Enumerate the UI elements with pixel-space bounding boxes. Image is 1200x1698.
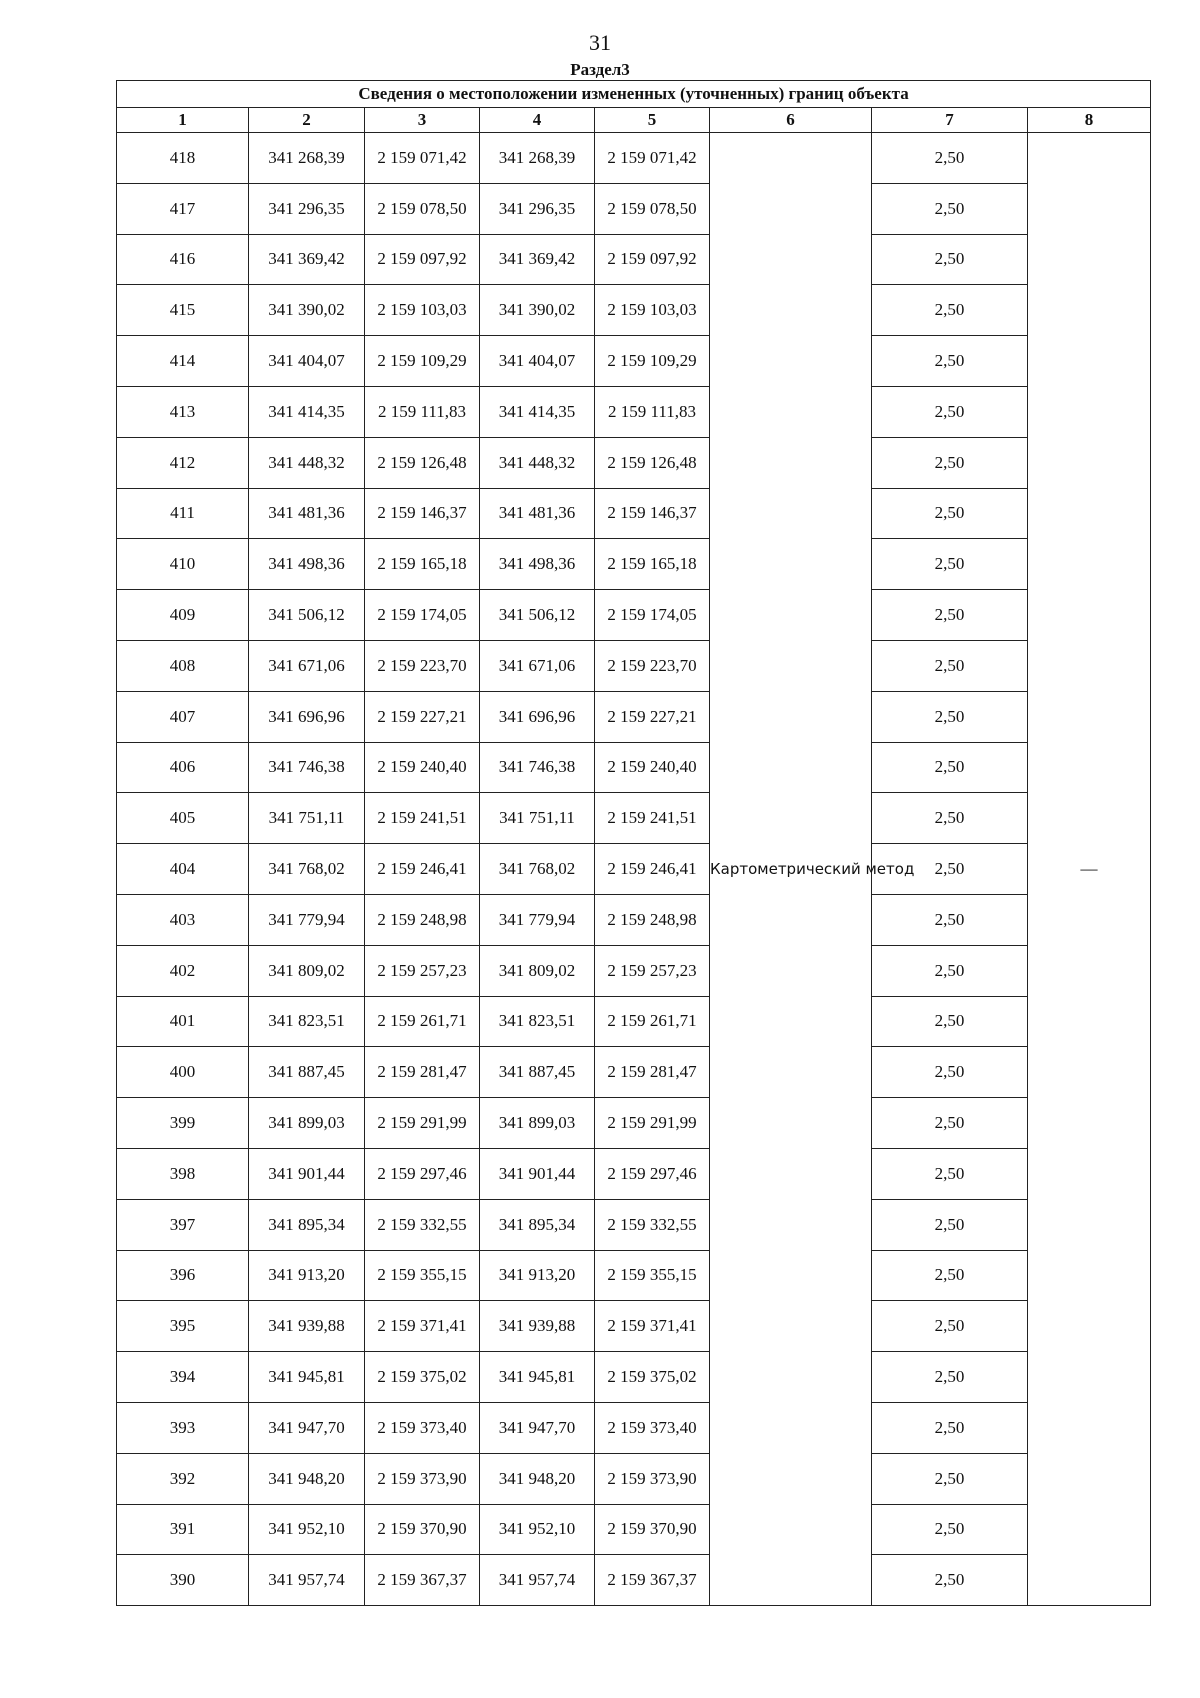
point-number-cell: 403: [117, 894, 249, 945]
point-number-cell: 390: [117, 1555, 249, 1606]
table-row: [117, 793, 1151, 844]
y-old-cell: 2 159 097,92: [365, 234, 480, 285]
point-number-cell: 404: [117, 844, 249, 895]
x-old-cell: 341 506,12: [249, 590, 365, 641]
x-new-cell: 341 939,88: [480, 1301, 595, 1352]
accuracy-cell: 2,50: [872, 1199, 1028, 1250]
accuracy-cell: 2,50: [872, 945, 1028, 996]
x-old-cell: 341 952,10: [249, 1504, 365, 1555]
y-new-cell: 2 159 375,02: [595, 1352, 710, 1403]
x-new-cell: 341 809,02: [480, 945, 595, 996]
x-new-cell: 341 895,34: [480, 1199, 595, 1250]
x-old-cell: 341 895,34: [249, 1199, 365, 1250]
page-number: 31: [589, 30, 611, 55]
y-new-cell: 2 159 246,41: [595, 844, 710, 895]
point-number-cell: 396: [117, 1250, 249, 1301]
x-old-cell: 341 939,88: [249, 1301, 365, 1352]
y-new-cell: 2 159 373,40: [595, 1402, 710, 1453]
x-new-cell: 341 952,10: [480, 1504, 595, 1555]
x-new-cell: 341 671,06: [480, 640, 595, 691]
point-number-cell: 416: [117, 234, 249, 285]
y-old-cell: 2 159 111,83: [365, 386, 480, 437]
point-number-cell: 417: [117, 183, 249, 234]
point-number-cell: 392: [117, 1453, 249, 1504]
y-old-cell: 2 159 240,40: [365, 742, 480, 793]
table-row: [117, 285, 1151, 336]
table-row: [117, 640, 1151, 691]
x-old-cell: 341 696,96: [249, 691, 365, 742]
column-number-3: 3: [365, 108, 480, 133]
y-new-cell: 2 159 261,71: [595, 996, 710, 1047]
y-new-cell: 2 159 257,23: [595, 945, 710, 996]
x-old-cell: 341 268,39: [249, 133, 365, 184]
table-row: [117, 1047, 1151, 1098]
x-new-cell: 341 768,02: [480, 844, 595, 895]
column-number-5: 5: [595, 108, 710, 133]
column-number-1: 1: [117, 108, 249, 133]
point-number-cell: 413: [117, 386, 249, 437]
point-number-cell: 407: [117, 691, 249, 742]
column-number-4: 4: [480, 108, 595, 133]
y-old-cell: 2 159 373,40: [365, 1402, 480, 1453]
x-new-cell: 341 948,20: [480, 1453, 595, 1504]
table-row: [117, 945, 1151, 996]
x-new-cell: 341 268,39: [480, 133, 595, 184]
table-row: [117, 691, 1151, 742]
column-number-6: 6: [710, 108, 872, 133]
x-old-cell: 341 746,38: [249, 742, 365, 793]
y-old-cell: 2 159 227,21: [365, 691, 480, 742]
y-old-cell: 2 159 332,55: [365, 1199, 480, 1250]
y-new-cell: 2 159 109,29: [595, 336, 710, 387]
point-number-cell: 397: [117, 1199, 249, 1250]
y-new-cell: 2 159 103,03: [595, 285, 710, 336]
y-old-cell: 2 159 297,46: [365, 1148, 480, 1199]
point-number-cell: 406: [117, 742, 249, 793]
x-new-cell: 341 481,36: [480, 488, 595, 539]
accuracy-cell: 2,50: [872, 1148, 1028, 1199]
y-new-cell: 2 159 165,18: [595, 539, 710, 590]
point-number-cell: 398: [117, 1148, 249, 1199]
x-new-cell: 341 947,70: [480, 1402, 595, 1453]
x-new-cell: 341 448,32: [480, 437, 595, 488]
y-old-cell: 2 159 078,50: [365, 183, 480, 234]
point-number-cell: 393: [117, 1402, 249, 1453]
y-old-cell: 2 159 257,23: [365, 945, 480, 996]
point-number-cell: 408: [117, 640, 249, 691]
accuracy-cell: 2,50: [872, 488, 1028, 539]
x-old-cell: 341 768,02: [249, 844, 365, 895]
x-old-cell: 341 901,44: [249, 1148, 365, 1199]
y-new-cell: 2 159 371,41: [595, 1301, 710, 1352]
x-old-cell: 341 947,70: [249, 1402, 365, 1453]
x-old-cell: 341 779,94: [249, 894, 365, 945]
point-number-cell: 405: [117, 793, 249, 844]
accuracy-cell: 2,50: [872, 1098, 1028, 1149]
x-new-cell: 341 899,03: [480, 1098, 595, 1149]
x-new-cell: 341 696,96: [480, 691, 595, 742]
y-new-cell: 2 159 281,47: [595, 1047, 710, 1098]
x-old-cell: 341 369,42: [249, 234, 365, 285]
y-old-cell: 2 159 174,05: [365, 590, 480, 641]
point-number-cell: 402: [117, 945, 249, 996]
accuracy-cell: 2,50: [872, 590, 1028, 641]
y-old-cell: 2 159 375,02: [365, 1352, 480, 1403]
point-number-cell: 395: [117, 1301, 249, 1352]
y-old-cell: 2 159 373,90: [365, 1453, 480, 1504]
accuracy-cell: 2,50: [872, 386, 1028, 437]
y-new-cell: 2 159 227,21: [595, 691, 710, 742]
point-number-cell: 409: [117, 590, 249, 641]
y-new-cell: 2 159 146,37: [595, 488, 710, 539]
column-number-7: 7: [872, 108, 1028, 133]
point-number-cell: 410: [117, 539, 249, 590]
accuracy-cell: 2,50: [872, 844, 1028, 895]
y-old-cell: 2 159 355,15: [365, 1250, 480, 1301]
y-new-cell: 2 159 291,99: [595, 1098, 710, 1149]
x-old-cell: 341 498,36: [249, 539, 365, 590]
x-new-cell: 341 498,36: [480, 539, 595, 590]
table-row: [117, 437, 1151, 488]
accuracy-cell: 2,50: [872, 539, 1028, 590]
table-row: [117, 1250, 1151, 1301]
y-new-cell: 2 159 297,46: [595, 1148, 710, 1199]
accuracy-cell: 2,50: [872, 1047, 1028, 1098]
x-new-cell: 341 404,07: [480, 336, 595, 387]
point-number-cell: 418: [117, 133, 249, 184]
y-new-cell: 2 159 240,40: [595, 742, 710, 793]
table-row: [117, 1402, 1151, 1453]
table-row: [117, 1555, 1151, 1606]
accuracy-cell: 2,50: [872, 1504, 1028, 1555]
y-old-cell: 2 159 165,18: [365, 539, 480, 590]
x-old-cell: 341 448,32: [249, 437, 365, 488]
x-old-cell: 341 481,36: [249, 488, 365, 539]
point-number-cell: 394: [117, 1352, 249, 1403]
y-new-cell: 2 159 097,92: [595, 234, 710, 285]
x-old-cell: 341 809,02: [249, 945, 365, 996]
y-old-cell: 2 159 367,37: [365, 1555, 480, 1606]
y-old-cell: 2 159 126,48: [365, 437, 480, 488]
table-row: [117, 133, 1151, 184]
accuracy-cell: 2,50: [872, 133, 1028, 184]
accuracy-cell: 2,50: [872, 1250, 1028, 1301]
table-row: [117, 234, 1151, 285]
method-cell: Картометрический метод: [710, 133, 872, 1606]
y-old-cell: 2 159 241,51: [365, 793, 480, 844]
x-old-cell: 341 945,81: [249, 1352, 365, 1403]
accuracy-cell: 2,50: [872, 640, 1028, 691]
x-old-cell: 341 390,02: [249, 285, 365, 336]
table-row: [117, 996, 1151, 1047]
table-row: [117, 1453, 1151, 1504]
y-old-cell: 2 159 370,90: [365, 1504, 480, 1555]
x-old-cell: 341 957,74: [249, 1555, 365, 1606]
x-old-cell: 341 887,45: [249, 1047, 365, 1098]
y-old-cell: 2 159 291,99: [365, 1098, 480, 1149]
accuracy-cell: 2,50: [872, 336, 1028, 387]
x-old-cell: 341 913,20: [249, 1250, 365, 1301]
accuracy-cell: 2,50: [872, 996, 1028, 1047]
accuracy-cell: 2,50: [872, 1301, 1028, 1352]
accuracy-cell: 2,50: [872, 793, 1028, 844]
x-old-cell: 341 823,51: [249, 996, 365, 1047]
y-new-cell: 2 159 078,50: [595, 183, 710, 234]
x-new-cell: 341 746,38: [480, 742, 595, 793]
column-number-2: 2: [249, 108, 365, 133]
y-new-cell: 2 159 174,05: [595, 590, 710, 641]
table-row: [117, 488, 1151, 539]
y-new-cell: 2 159 111,83: [595, 386, 710, 437]
table-row: [117, 1199, 1151, 1250]
y-old-cell: 2 159 146,37: [365, 488, 480, 539]
point-number-cell: 401: [117, 996, 249, 1047]
y-old-cell: 2 159 246,41: [365, 844, 480, 895]
accuracy-cell: 2,50: [872, 1453, 1028, 1504]
point-number-cell: 411: [117, 488, 249, 539]
table-row: [117, 894, 1151, 945]
section-title: Раздел3: [570, 60, 630, 79]
point-number-cell: 400: [117, 1047, 249, 1098]
table-row: [117, 336, 1151, 387]
y-old-cell: 2 159 071,42: [365, 133, 480, 184]
y-new-cell: 2 159 248,98: [595, 894, 710, 945]
table-row: [117, 742, 1151, 793]
y-new-cell: 2 159 367,37: [595, 1555, 710, 1606]
x-new-cell: 341 751,11: [480, 793, 595, 844]
accuracy-cell: 2,50: [872, 1352, 1028, 1403]
x-new-cell: 341 390,02: [480, 285, 595, 336]
table-row: [117, 590, 1151, 641]
accuracy-cell: 2,50: [872, 1555, 1028, 1606]
y-old-cell: 2 159 248,98: [365, 894, 480, 945]
y-old-cell: 2 159 103,03: [365, 285, 480, 336]
y-new-cell: 2 159 223,70: [595, 640, 710, 691]
x-old-cell: 341 751,11: [249, 793, 365, 844]
column-8-cell: —: [1028, 133, 1151, 1606]
accuracy-cell: 2,50: [872, 894, 1028, 945]
accuracy-cell: 2,50: [872, 234, 1028, 285]
table-row: [117, 844, 1151, 895]
y-new-cell: 2 159 071,42: [595, 133, 710, 184]
table-row: [117, 1301, 1151, 1352]
coordinates-table: [116, 80, 1151, 1606]
y-old-cell: 2 159 109,29: [365, 336, 480, 387]
y-old-cell: 2 159 371,41: [365, 1301, 480, 1352]
point-number-cell: 412: [117, 437, 249, 488]
x-new-cell: 341 945,81: [480, 1352, 595, 1403]
point-number-cell: 415: [117, 285, 249, 336]
table-row: [117, 183, 1151, 234]
x-new-cell: 341 779,94: [480, 894, 595, 945]
x-new-cell: 341 506,12: [480, 590, 595, 641]
point-number-cell: 399: [117, 1098, 249, 1149]
y-new-cell: 2 159 355,15: [595, 1250, 710, 1301]
x-old-cell: 341 671,06: [249, 640, 365, 691]
accuracy-cell: 2,50: [872, 437, 1028, 488]
y-new-cell: 2 159 126,48: [595, 437, 710, 488]
accuracy-cell: 2,50: [872, 183, 1028, 234]
x-old-cell: 341 296,35: [249, 183, 365, 234]
table-row: [117, 386, 1151, 437]
table-row: [117, 1148, 1151, 1199]
x-new-cell: 341 414,35: [480, 386, 595, 437]
table-row: [117, 1504, 1151, 1555]
y-new-cell: 2 159 370,90: [595, 1504, 710, 1555]
accuracy-cell: 2,50: [872, 691, 1028, 742]
x-new-cell: 341 296,35: [480, 183, 595, 234]
point-number-cell: 414: [117, 336, 249, 387]
table-row: [117, 1352, 1151, 1403]
column-number-row: [117, 108, 1151, 133]
x-new-cell: 341 887,45: [480, 1047, 595, 1098]
x-old-cell: 341 948,20: [249, 1453, 365, 1504]
x-old-cell: 341 404,07: [249, 336, 365, 387]
accuracy-cell: 2,50: [872, 285, 1028, 336]
y-old-cell: 2 159 281,47: [365, 1047, 480, 1098]
x-new-cell: 341 957,74: [480, 1555, 595, 1606]
y-new-cell: 2 159 241,51: [595, 793, 710, 844]
x-new-cell: 341 901,44: [480, 1148, 595, 1199]
x-new-cell: 341 913,20: [480, 1250, 595, 1301]
x-old-cell: 341 414,35: [249, 386, 365, 437]
x-new-cell: 341 369,42: [480, 234, 595, 285]
x-old-cell: 341 899,03: [249, 1098, 365, 1149]
accuracy-cell: 2,50: [872, 742, 1028, 793]
accuracy-cell: 2,50: [872, 1402, 1028, 1453]
column-number-8: 8: [1028, 108, 1151, 133]
table-row: [117, 539, 1151, 590]
table-body: [117, 133, 1151, 1606]
y-new-cell: 2 159 373,90: [595, 1453, 710, 1504]
y-new-cell: 2 159 332,55: [595, 1199, 710, 1250]
table-caption: Сведения о местоположении измененных (уточненных) границ объекта: [117, 81, 1151, 108]
point-number-cell: 391: [117, 1504, 249, 1555]
y-old-cell: 2 159 223,70: [365, 640, 480, 691]
table-row: [117, 1098, 1151, 1149]
x-new-cell: 341 823,51: [480, 996, 595, 1047]
y-old-cell: 2 159 261,71: [365, 996, 480, 1047]
